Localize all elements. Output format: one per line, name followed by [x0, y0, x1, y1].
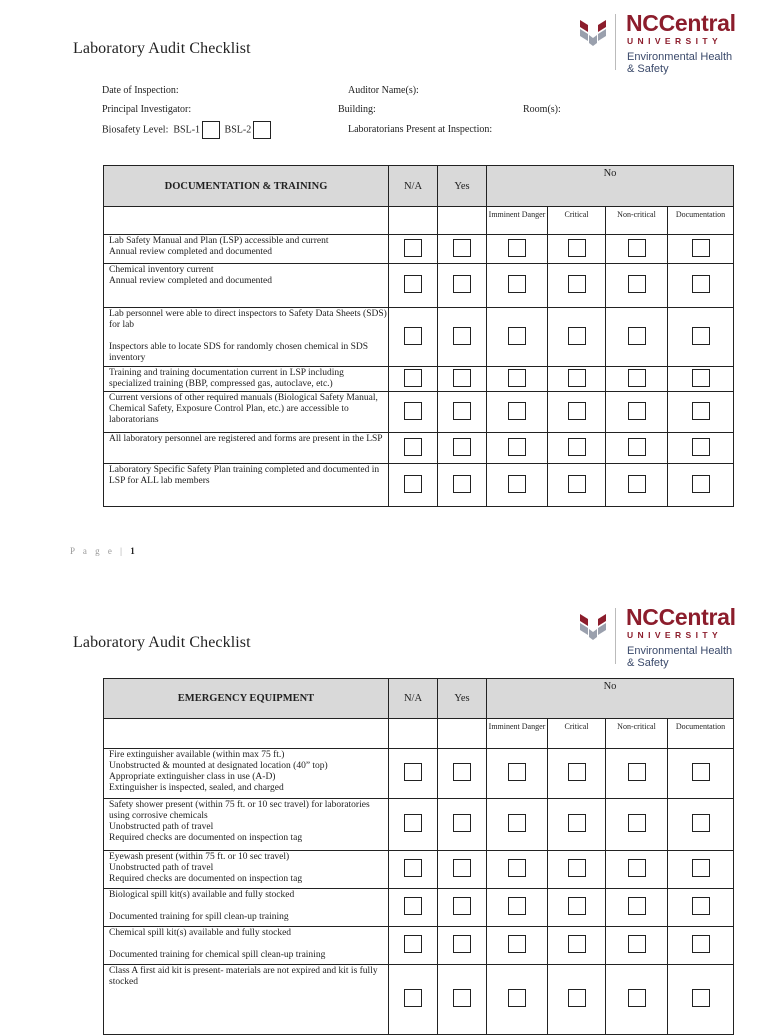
checkbox-yes[interactable]	[453, 402, 471, 420]
date-label: Date of Inspection:	[102, 85, 179, 96]
checklist-item	[104, 965, 389, 1035]
col-yes: Yes	[438, 166, 487, 207]
col-no: No	[487, 166, 734, 207]
cell-non-critical	[606, 308, 668, 367]
table-row	[104, 799, 734, 851]
section-header: EMERGENCY EQUIPMENT	[104, 679, 389, 719]
cell-critical	[548, 851, 606, 889]
cell-yes	[438, 927, 487, 965]
checklist-item-line: Required checks are documented on inspection tag	[109, 833, 303, 843]
cell-yes	[438, 264, 487, 308]
cell-imminent-danger	[487, 749, 548, 799]
checkbox-critical[interactable]	[568, 369, 586, 387]
checklist-item-line: Documented training for chemical spill clean-up training	[109, 950, 326, 960]
checkbox-imminent-danger[interactable]	[508, 814, 526, 832]
checklist-item-line: Current versions of other required manuals (Biological Safety Manual, Chemical Safety, Exposure Control Plan, etc.) are accessible to laboratorians	[109, 393, 378, 425]
sub-documentation: Documentation	[668, 207, 734, 235]
biosafety-label: Biosafety Level:	[102, 124, 169, 136]
checkbox-imminent-danger[interactable]	[508, 859, 526, 877]
checkbox-yes[interactable]	[453, 897, 471, 915]
cell-yes	[438, 308, 487, 367]
table-row	[104, 464, 734, 507]
checkbox-yes[interactable]	[453, 239, 471, 257]
table-row	[104, 264, 734, 308]
cell-documentation	[668, 889, 734, 927]
cell-critical	[548, 799, 606, 851]
checklist-item	[104, 308, 389, 367]
checklist-item-line: Chemical inventory current	[109, 265, 214, 275]
checklist-item-line: Unobstructed path of travel	[109, 822, 214, 832]
checkbox-non-critical[interactable]	[628, 369, 646, 387]
cell-documentation	[668, 851, 734, 889]
cell-yes	[438, 889, 487, 927]
documentation-training-table	[103, 165, 734, 507]
checkbox-non-critical[interactable]	[628, 475, 646, 493]
checklist-item-line: Safety shower present (within 75 ft. or 10 sec travel) for laboratories using corrosive chemicals	[109, 800, 370, 821]
checkbox-imminent-danger[interactable]	[508, 475, 526, 493]
checkbox-documentation[interactable]	[692, 763, 710, 781]
checkbox-na[interactable]	[404, 897, 422, 915]
table-row	[104, 433, 734, 464]
cell-imminent-danger	[487, 235, 548, 264]
cell-non-critical	[606, 965, 668, 1035]
cell-na	[389, 433, 438, 464]
checkbox-yes[interactable]	[453, 438, 471, 456]
cell-imminent-danger	[487, 392, 548, 433]
checklist-item-line: Appropriate extinguisher class in use (A-D)	[109, 772, 276, 782]
checkbox-imminent-danger[interactable]	[508, 438, 526, 456]
cell-critical	[548, 433, 606, 464]
checkbox-critical[interactable]	[568, 475, 586, 493]
cell-critical	[548, 235, 606, 264]
cell-non-critical	[606, 264, 668, 308]
pi-label: Principal Investigator:	[102, 104, 192, 115]
checkbox-na[interactable]	[404, 814, 422, 832]
emergency-equipment-table	[103, 678, 734, 1035]
cell-non-critical	[606, 749, 668, 799]
checkbox-yes[interactable]	[453, 369, 471, 387]
checklist-item-line: Class A first aid kit is present- materials are not expired and kit is fully stocked	[109, 966, 378, 987]
checklist-item-line: Lab personnel were able to direct inspectors to Safety Data Sheets (SDS) for lab	[109, 309, 387, 330]
checkbox-documentation[interactable]	[692, 897, 710, 915]
cell-non-critical	[606, 392, 668, 433]
cell-yes	[438, 235, 487, 264]
checkbox-critical[interactable]	[568, 763, 586, 781]
checklist-item-line: Biological spill kit(s) available and fully stocked	[109, 890, 295, 900]
checkbox-imminent-danger[interactable]	[508, 763, 526, 781]
checkbox-imminent-danger[interactable]	[508, 369, 526, 387]
checkbox-critical[interactable]	[568, 402, 586, 420]
checkbox-critical[interactable]	[568, 239, 586, 257]
checklist-item-line	[109, 901, 388, 912]
cell-yes	[438, 392, 487, 433]
shield-logo-icon	[578, 610, 608, 642]
checklist-item-line: Extinguisher is inspected, sealed, and charged	[109, 783, 284, 793]
table-row	[104, 965, 734, 1035]
checkbox-na[interactable]	[404, 327, 422, 345]
brand-name: NCCentral	[626, 604, 736, 630]
cell-non-critical	[606, 927, 668, 965]
checkbox-na[interactable]	[404, 438, 422, 456]
checkbox-documentation[interactable]	[692, 438, 710, 456]
building-label: Building:	[338, 104, 376, 115]
checkbox-imminent-danger[interactable]	[508, 327, 526, 345]
checkbox-documentation[interactable]	[692, 935, 710, 953]
checkbox-na[interactable]	[404, 475, 422, 493]
section-header: DOCUMENTATION & TRAINING	[104, 166, 389, 207]
cell-critical	[548, 889, 606, 927]
checkbox-documentation[interactable]	[692, 369, 710, 387]
cell-non-critical	[606, 433, 668, 464]
checklist-item	[104, 851, 389, 889]
cell-yes	[438, 851, 487, 889]
checklist-item	[104, 749, 389, 799]
cell-imminent-danger	[487, 965, 548, 1035]
col-na: N/A	[389, 679, 438, 719]
checkbox-non-critical[interactable]	[628, 989, 646, 1007]
cell-na	[389, 264, 438, 308]
bsl1-label: BSL-1	[173, 124, 201, 136]
cell-yes	[438, 799, 487, 851]
sub-critical: Critical	[548, 719, 606, 749]
cell-imminent-danger	[487, 927, 548, 965]
cell-documentation	[668, 965, 734, 1035]
cell-imminent-danger	[487, 308, 548, 367]
sub-imminent-danger: Imminent Danger	[487, 207, 548, 235]
checklist-item-line	[109, 331, 388, 342]
cell-na	[389, 367, 438, 392]
checkbox-na[interactable]	[404, 935, 422, 953]
cell-documentation	[668, 749, 734, 799]
cell-critical	[548, 749, 606, 799]
cell-critical	[548, 392, 606, 433]
checkbox-non-critical[interactable]	[628, 402, 646, 420]
col-no: No	[487, 679, 734, 719]
table-row	[104, 392, 734, 433]
checkbox-yes[interactable]	[453, 763, 471, 781]
cell-non-critical	[606, 367, 668, 392]
checkbox-documentation[interactable]	[692, 327, 710, 345]
checkbox-non-critical[interactable]	[628, 897, 646, 915]
checklist-item	[104, 464, 389, 507]
cell-na	[389, 799, 438, 851]
checkbox-non-critical[interactable]	[628, 438, 646, 456]
checkbox-imminent-danger[interactable]	[508, 239, 526, 257]
cell-yes	[438, 464, 487, 507]
biosafety-row	[102, 121, 273, 139]
checklist-item-line: Required checks are documented on inspection tag	[109, 874, 303, 884]
checklist-item-line: Chemical spill kit(s) available and fully stocked	[109, 928, 292, 938]
checkbox-na[interactable]	[404, 275, 422, 293]
cell-documentation	[668, 927, 734, 965]
checklist-item-line: Annual review completed and documented	[109, 276, 273, 286]
checkbox-yes[interactable]	[453, 327, 471, 345]
cell-yes	[438, 965, 487, 1035]
checklist-item-line	[109, 939, 388, 950]
checkbox-na[interactable]	[404, 369, 422, 387]
table-row	[104, 235, 734, 264]
table-row	[104, 889, 734, 927]
checklist-item	[104, 799, 389, 851]
cell-na	[389, 749, 438, 799]
checklist-item-line: All laboratory personnel are registered and forms are present in the LSP	[109, 434, 383, 444]
cell-non-critical	[606, 889, 668, 927]
checkbox-imminent-danger[interactable]	[508, 935, 526, 953]
checkbox-documentation[interactable]	[692, 814, 710, 832]
brand-university: UNIVERSITY	[627, 630, 723, 640]
cell-na	[389, 965, 438, 1035]
cell-yes	[438, 367, 487, 392]
checklist-item-line: Unobstructed & mounted at designated location (40” top)	[109, 761, 328, 771]
university-logo	[578, 604, 758, 678]
checklist-item-line: Unobstructed path of travel	[109, 863, 214, 873]
cell-imminent-danger	[487, 889, 548, 927]
checklist-item-line: Documented training for spill clean-up training	[109, 912, 289, 922]
checkbox-na[interactable]	[404, 989, 422, 1007]
sub-critical: Critical	[548, 207, 606, 235]
checklist-item-line: Fire extinguisher available (within max 75 ft.)	[109, 750, 285, 760]
cell-yes	[438, 433, 487, 464]
col-yes: Yes	[438, 679, 487, 719]
brand-university: UNIVERSITY	[627, 36, 723, 46]
checkbox-na[interactable]	[404, 402, 422, 420]
checkbox-yes[interactable]	[453, 475, 471, 493]
cell-critical	[548, 464, 606, 507]
cell-documentation	[668, 264, 734, 308]
cell-documentation	[668, 367, 734, 392]
checklist-item	[104, 927, 389, 965]
checkbox-documentation[interactable]	[692, 989, 710, 1007]
cell-imminent-danger	[487, 264, 548, 308]
checklist-item	[104, 367, 389, 392]
checklist-item-line: Training and training documentation current in LSP including specialized training (BBP, compressed gas, autoclave, etc.)	[109, 368, 344, 389]
checkbox-documentation[interactable]	[692, 859, 710, 877]
sub-non-critical: Non-critical	[606, 719, 668, 749]
bsl2-checkbox[interactable]	[253, 121, 271, 139]
cell-na	[389, 392, 438, 433]
cell-documentation	[668, 433, 734, 464]
checkbox-documentation[interactable]	[692, 275, 710, 293]
page-footer: P a g e | 1	[70, 546, 135, 556]
cell-non-critical	[606, 235, 668, 264]
cell-imminent-danger	[487, 367, 548, 392]
checkbox-documentation[interactable]	[692, 402, 710, 420]
table-row	[104, 308, 734, 367]
checkbox-documentation[interactable]	[692, 475, 710, 493]
cell-imminent-danger	[487, 464, 548, 507]
cell-non-critical	[606, 799, 668, 851]
cell-documentation	[668, 392, 734, 433]
brand-department: Environmental Health & Safety	[627, 645, 733, 669]
sub-documentation: Documentation	[668, 719, 734, 749]
shield-logo-icon	[578, 16, 608, 48]
cell-documentation	[668, 308, 734, 367]
cell-critical	[548, 264, 606, 308]
cell-na	[389, 464, 438, 507]
table-row	[104, 851, 734, 889]
checkbox-non-critical[interactable]	[628, 859, 646, 877]
checklist-item-line: Inspectors able to locate SDS for randomly chosen chemical in SDS inventory	[109, 342, 369, 363]
cell-critical	[548, 367, 606, 392]
checklist-item-line: Lab Safety Manual and Plan (LSP) accessible and current	[109, 236, 329, 246]
checkbox-non-critical[interactable]	[628, 935, 646, 953]
brand-name: NCCentral	[626, 10, 736, 36]
checkbox-non-critical[interactable]	[628, 814, 646, 832]
university-logo	[578, 10, 758, 84]
cell-na	[389, 927, 438, 965]
checklist-item	[104, 433, 389, 464]
page-2	[0, 594, 768, 1024]
cell-documentation	[668, 799, 734, 851]
checkbox-non-critical[interactable]	[628, 239, 646, 257]
table-row	[104, 927, 734, 965]
checkbox-yes[interactable]	[453, 989, 471, 1007]
checkbox-critical[interactable]	[568, 859, 586, 877]
cell-documentation	[668, 235, 734, 264]
cell-imminent-danger	[487, 433, 548, 464]
checkbox-imminent-danger[interactable]	[508, 402, 526, 420]
cell-na	[389, 308, 438, 367]
checkbox-yes[interactable]	[453, 859, 471, 877]
checklist-item-line: Annual review completed and documented	[109, 247, 273, 257]
checkbox-non-critical[interactable]	[628, 275, 646, 293]
brand-department: Environmental Health & Safety	[627, 51, 733, 75]
checkbox-critical[interactable]	[568, 327, 586, 345]
room-label: Room(s):	[523, 104, 561, 115]
bsl1-checkbox[interactable]	[202, 121, 220, 139]
checklist-item	[104, 235, 389, 264]
checkbox-yes[interactable]	[453, 935, 471, 953]
checkbox-critical[interactable]	[568, 935, 586, 953]
checkbox-na[interactable]	[404, 239, 422, 257]
table-row	[104, 367, 734, 392]
page-title: Laboratory Audit Checklist	[73, 634, 251, 651]
checkbox-non-critical[interactable]	[628, 327, 646, 345]
auditor-label: Auditor Name(s):	[348, 85, 419, 96]
checkbox-non-critical[interactable]	[628, 763, 646, 781]
checkbox-documentation[interactable]	[692, 239, 710, 257]
col-na: N/A	[389, 166, 438, 207]
cell-critical	[548, 927, 606, 965]
table-row	[104, 749, 734, 799]
checkbox-critical[interactable]	[568, 814, 586, 832]
checkbox-yes[interactable]	[453, 814, 471, 832]
bsl2-label: BSL-2	[224, 124, 252, 136]
checkbox-imminent-danger[interactable]	[508, 275, 526, 293]
cell-critical	[548, 965, 606, 1035]
cell-non-critical	[606, 464, 668, 507]
checkbox-critical[interactable]	[568, 989, 586, 1007]
cell-yes	[438, 749, 487, 799]
checklist-item	[104, 889, 389, 927]
checkbox-na[interactable]	[404, 859, 422, 877]
checkbox-na[interactable]	[404, 763, 422, 781]
cell-na	[389, 851, 438, 889]
sub-imminent-danger: Imminent Danger	[487, 719, 548, 749]
checklist-item	[104, 264, 389, 308]
checkbox-yes[interactable]	[453, 275, 471, 293]
laboratorians-label: Laboratorians Present at Inspection:	[348, 124, 493, 135]
cell-documentation	[668, 464, 734, 507]
cell-imminent-danger	[487, 851, 548, 889]
cell-non-critical	[606, 851, 668, 889]
checkbox-imminent-danger[interactable]	[508, 989, 526, 1007]
checkbox-imminent-danger[interactable]	[508, 897, 526, 915]
cell-na	[389, 889, 438, 927]
cell-imminent-danger	[487, 799, 548, 851]
sub-non-critical: Non-critical	[606, 207, 668, 235]
checklist-item	[104, 392, 389, 433]
cell-critical	[548, 308, 606, 367]
checkbox-critical[interactable]	[568, 897, 586, 915]
checklist-item-line: Eyewash present (within 75 ft. or 10 sec travel)	[109, 852, 290, 862]
checkbox-critical[interactable]	[568, 275, 586, 293]
page-title: Laboratory Audit Checklist	[73, 40, 251, 57]
cell-na	[389, 235, 438, 264]
checklist-item-line: Laboratory Specific Safety Plan training completed and documented in LSP for ALL lab members	[109, 465, 380, 486]
checkbox-critical[interactable]	[568, 438, 586, 456]
